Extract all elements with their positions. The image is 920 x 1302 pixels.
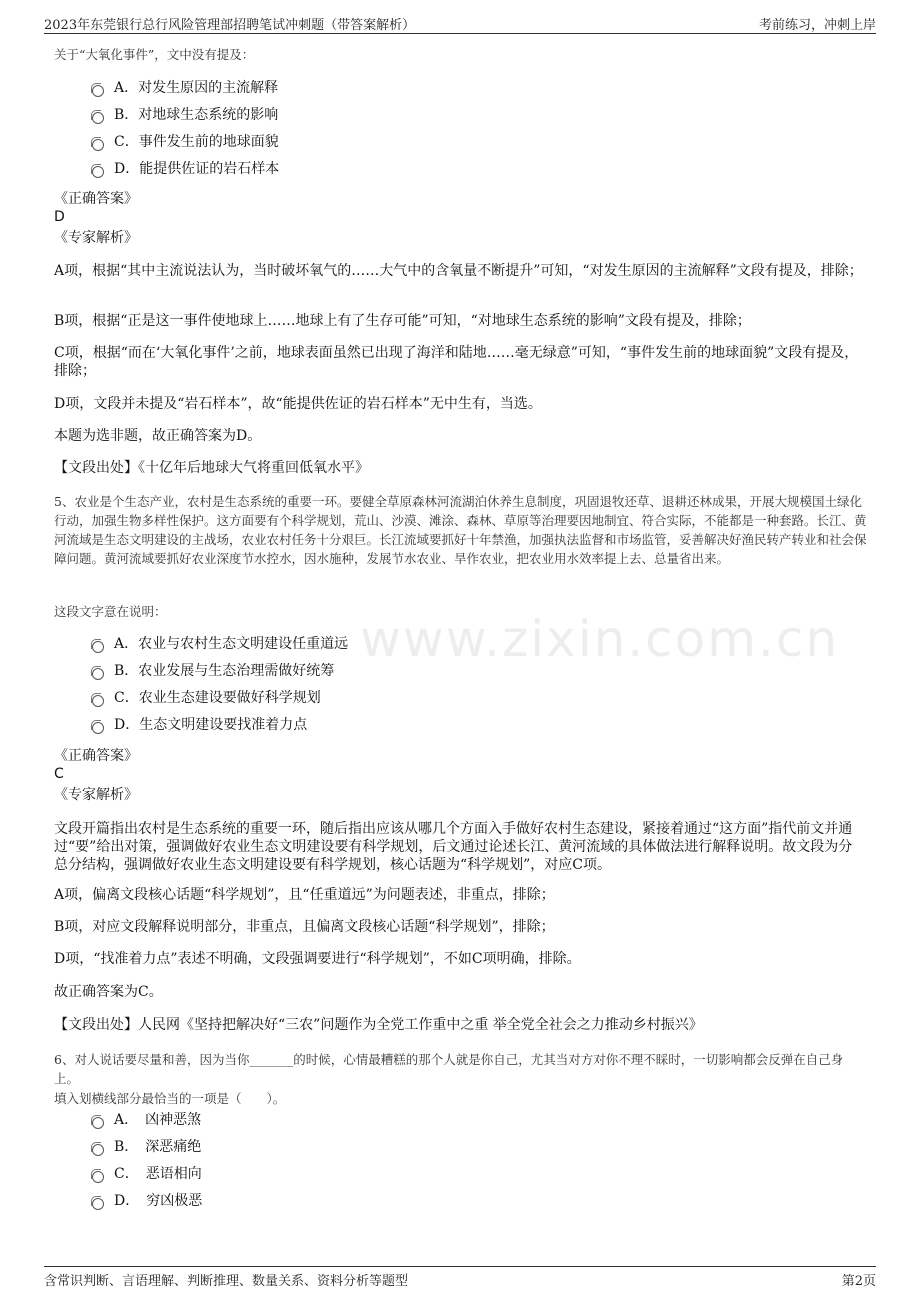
watermark: www.zixin.com.cn bbox=[360, 610, 840, 668]
q4-prompt: 关于“大氧化事件”，文中没有提及： bbox=[54, 47, 255, 62]
q4-option-b[interactable] bbox=[92, 105, 278, 125]
q6-prompt: 填入划横线部分最恰当的一项是（ ）。 bbox=[54, 1091, 286, 1106]
q6-option-a-label: A． 凶神恶煞 bbox=[114, 1112, 202, 1128]
q4-answer-label: 《正确答案》 bbox=[54, 191, 138, 207]
q4-analysis-c: C项，根据“而在‘大氧化事件’之前，地球表面虽然已出现了海洋和陆地……毫无绿意”可知，“事件发生前的地球面貌”文段有提及，排除； bbox=[54, 345, 859, 379]
q6-passage-tail: 身上。 bbox=[54, 1052, 844, 1086]
q4-source: 【文段出处】《十亿年后地球大气将重回低氧水平》 bbox=[54, 460, 369, 476]
q5-analysis-conclusion: 故正确答案为C。 bbox=[54, 984, 163, 1000]
q4-analysis-d: D项，文段并未提及“岩石样本”，故“能提供佐证的岩石样本”无中生有，当选。 bbox=[54, 396, 542, 412]
radio-icon[interactable] bbox=[92, 1171, 104, 1183]
q5-option-c-label: C．农业生态建设要做好科学规划 bbox=[114, 690, 321, 706]
footer-text: 含常识判断、言语理解、判断推理、数量关系、资料分析等题型 bbox=[44, 1274, 409, 1289]
q5-option-b-label: B．农业发展与生态治理需做好统筹 bbox=[114, 663, 335, 679]
q5-option-a[interactable] bbox=[92, 634, 348, 654]
radio-icon[interactable] bbox=[92, 1144, 104, 1156]
q4-option-a-label: A．对发生原因的主流解释 bbox=[114, 80, 279, 96]
radio-icon[interactable] bbox=[92, 695, 104, 707]
q5-option-a-label: A．农业与农村生态文明建设任重道远 bbox=[114, 636, 349, 652]
q5-analysis-a: A项，偏离文段核心话题“科学规划”，且“任重道远”为问题表述，非重点，排除； bbox=[54, 887, 555, 903]
q5-answer-label: 《正确答案》 bbox=[54, 748, 138, 764]
q5-analysis-label: 《专家解析》 bbox=[54, 787, 138, 803]
q4-option-a[interactable] bbox=[92, 78, 278, 98]
q5-option-d[interactable] bbox=[92, 715, 307, 735]
q4-analysis-a: A项，根据“其中主流说法认为，当时破坏氧气的……大气中的含氧量不断提升”可知，“对发生原因的主流解释”文段有提及，排除； bbox=[54, 263, 863, 279]
header-divider bbox=[44, 33, 876, 34]
q4-option-d[interactable] bbox=[92, 159, 279, 179]
q6-option-a[interactable] bbox=[92, 1110, 201, 1130]
header-slogan: 考前练习，冲刺上岸 bbox=[758, 18, 876, 33]
q5-passage: 5、农业是个生态产业，农村是生态系统的重要一环。要健全草原森林河流湖泊休养生息制度，巩固退牧还草、退耕还林成果，开展大规模国土绿化行动，加强生物多样性保护。这方面要有个科学规划，荒山、沙漠、滩涂、森林、草原等治理要因地制宜、符合实际，不能都是一种套路。长江、黄河流域是生态文明建设的主战场，农业农村任务十分艰巨。长江流域要抓好十年禁渔，加强执法监督和市场监管，妥善解决好渔民转产转业和社会保障问题。黄河流域要抓好农业深度节水控水，因水施种，发展节水农业、旱作农业，把农业用水效率提上去、总量省出来。 bbox=[54, 494, 867, 566]
q6-option-d[interactable] bbox=[92, 1191, 202, 1211]
q6-option-c-label: C． 恶语相向 bbox=[114, 1166, 202, 1182]
q4-answer: D bbox=[54, 209, 65, 225]
q6-option-b[interactable] bbox=[92, 1137, 201, 1157]
q5-prompt: 这段文字意在说明： bbox=[54, 604, 167, 619]
q5-option-d-label: D．生态文明建设要找准着力点 bbox=[114, 717, 308, 733]
radio-icon[interactable] bbox=[92, 85, 104, 97]
q5-source: 【文段出处】人民网《坚持把解决好“三农”问题作为全党工作重中之重 举全党全社会之力推动乡村振兴》 bbox=[54, 1017, 703, 1033]
radio-icon[interactable] bbox=[92, 641, 104, 653]
radio-icon[interactable] bbox=[92, 722, 104, 734]
q6-passage-end: 的时候，心情最糟糕的那个人就是你自己，尤其当对方对你不理不睬时，一切影响都会反弹在自己 bbox=[293, 1052, 831, 1067]
q4-analysis-b: B项，根据“正是这一事件使地球上……地球上有了生存可能”可知，“对地球生态系统的影响”文段有提及，排除； bbox=[54, 313, 751, 329]
radio-icon[interactable] bbox=[92, 1198, 104, 1210]
q4-analysis-label: 《专家解析》 bbox=[54, 230, 138, 246]
q6-option-d-label: D． 穷凶极恶 bbox=[114, 1193, 203, 1209]
q5-option-c[interactable] bbox=[92, 688, 321, 708]
radio-icon[interactable] bbox=[92, 668, 104, 680]
q4-option-c[interactable] bbox=[92, 132, 279, 152]
footer-divider bbox=[44, 1266, 876, 1267]
q5-answer: C bbox=[54, 766, 64, 782]
q5-analysis-summary: 文段开篇指出农村是生态系统的重要一环，随后指出应该从哪几个方面入手做好农村生态建设，紧接着通过“这方面”指代前文并通过“要”给出对策，强调做好农业生态文明建设要有科学规划，后文通过论述长江、黄河流域的具体做法进行解释说明。故文段为分总分结构，强调做好农业生态文明建设要有科学规划，核心话题为“科学规划”，对应C项。 bbox=[54, 821, 853, 873]
q4-option-d-label: D．能提供佐证的岩石样本 bbox=[114, 161, 280, 177]
radio-icon[interactable] bbox=[92, 112, 104, 124]
q5-option-b[interactable] bbox=[92, 661, 334, 681]
page-number: 第2页 bbox=[841, 1274, 876, 1289]
q5-analysis-b: B项，对应文段解释说明部分，非重点，且偏离文段核心话题“科学规划”，排除； bbox=[54, 919, 555, 935]
radio-icon[interactable] bbox=[92, 166, 104, 178]
q4-analysis-conclusion: 本题为选非题，故正确答案为D。 bbox=[54, 428, 262, 444]
q6-blank: _______ bbox=[249, 1052, 294, 1067]
header-title: 2023年东莞银行总行风险管理部招聘笔试冲刺题（带答案解析） bbox=[44, 18, 416, 33]
radio-icon[interactable] bbox=[92, 1117, 104, 1129]
q4-option-b-label: B．对地球生态系统的影响 bbox=[114, 107, 279, 123]
q4-option-c-label: C．事件发生前的地球面貌 bbox=[114, 134, 279, 150]
q6-option-c[interactable] bbox=[92, 1164, 202, 1184]
q6-passage-start: 6、对人说话要尽量和善，因为当你 bbox=[54, 1052, 250, 1067]
radio-icon[interactable] bbox=[92, 139, 104, 151]
q6-option-b-label: B． 深恶痛绝 bbox=[114, 1139, 202, 1155]
q5-analysis-d: D项，“找准着力点”表述不明确，文段强调要进行“科学规划”，不如C项明确，排除。 bbox=[54, 951, 581, 967]
q6-passage bbox=[54, 1050, 868, 1088]
